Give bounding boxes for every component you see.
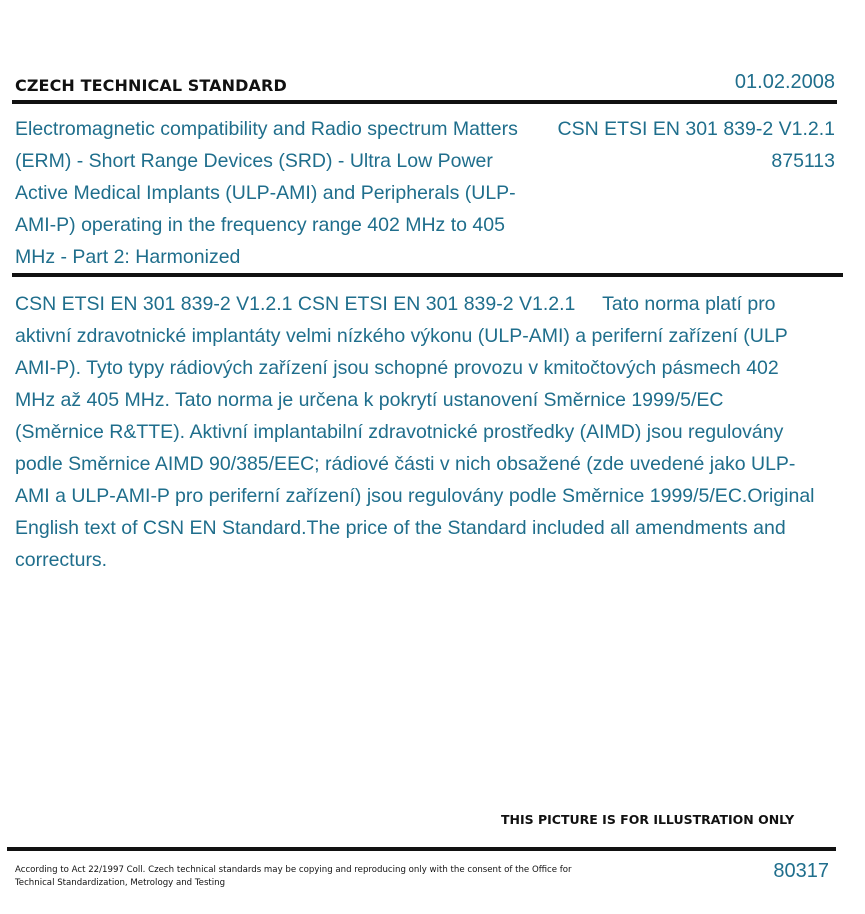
standard-identifier (558, 113, 835, 177)
title-divider (12, 273, 843, 277)
standard-title: Electromagnetic compatibility and Radio spectrum Matters (ERM) - Short Range Devices (SRD) - Ultra Low Power Active Medical Implants (ULP-AMI) and Peripherals (ULP-AMI-P) operating in the frequency range 402 MHz to 405 MHz - Part 2: Harmonized (15, 118, 518, 268)
document-heading: CZECH TECHNICAL STANDARD (15, 76, 287, 95)
legal-note: According to Act 22/1997 Coll. Czech technical standards may be copying and reproducing only with the consent of the Office for Technical Standardization, Metrology and Testing (15, 865, 572, 888)
catalog-number: 875113 (771, 150, 835, 172)
standard-code: CSN ETSI EN 301 839-2 V1.2.1 (557, 118, 835, 140)
standard-description: CSN ETSI EN 301 839-2 V1.2.1 CSN ETSI EN 301 839-2 V1.2.1 Tato norma platí pro aktivní zdravotnické implantáty velmi nízkého výkonu (ULP-AMI) a periferní zařízení (ULP AMI-P). Tyto typy rádiových zařízení jsou schopné provozu v kmitočtových pásmech 402 MHz až 405 MHz. Tato norma je určena k pokrytí ustanovení Směrnice 1999/5/EC (Směrnice R&TTE). Aktivní implantabilní zdravotnické prostředky (AIMD) jsou regulovány podle Směrnice AIMD 90/385/EEC; rádiové části v nich obsažené (zde uvedené jako ULP-AMI a ULP-AMI-P pro periferní zařízení) jsou regulovány podle Směrnice 1999/5/EC.Original English text of CSN EN Standard.The price of the Standard included all amendments and correcturs. (15, 293, 820, 571)
header-divider (12, 100, 837, 104)
publication-date: 01.02.2008 (734, 71, 835, 93)
footer-divider (7, 847, 836, 851)
page-number: 80317 (773, 860, 829, 882)
illustration-disclaimer: THIS PICTURE IS FOR ILLUSTRATION ONLY (501, 812, 795, 827)
